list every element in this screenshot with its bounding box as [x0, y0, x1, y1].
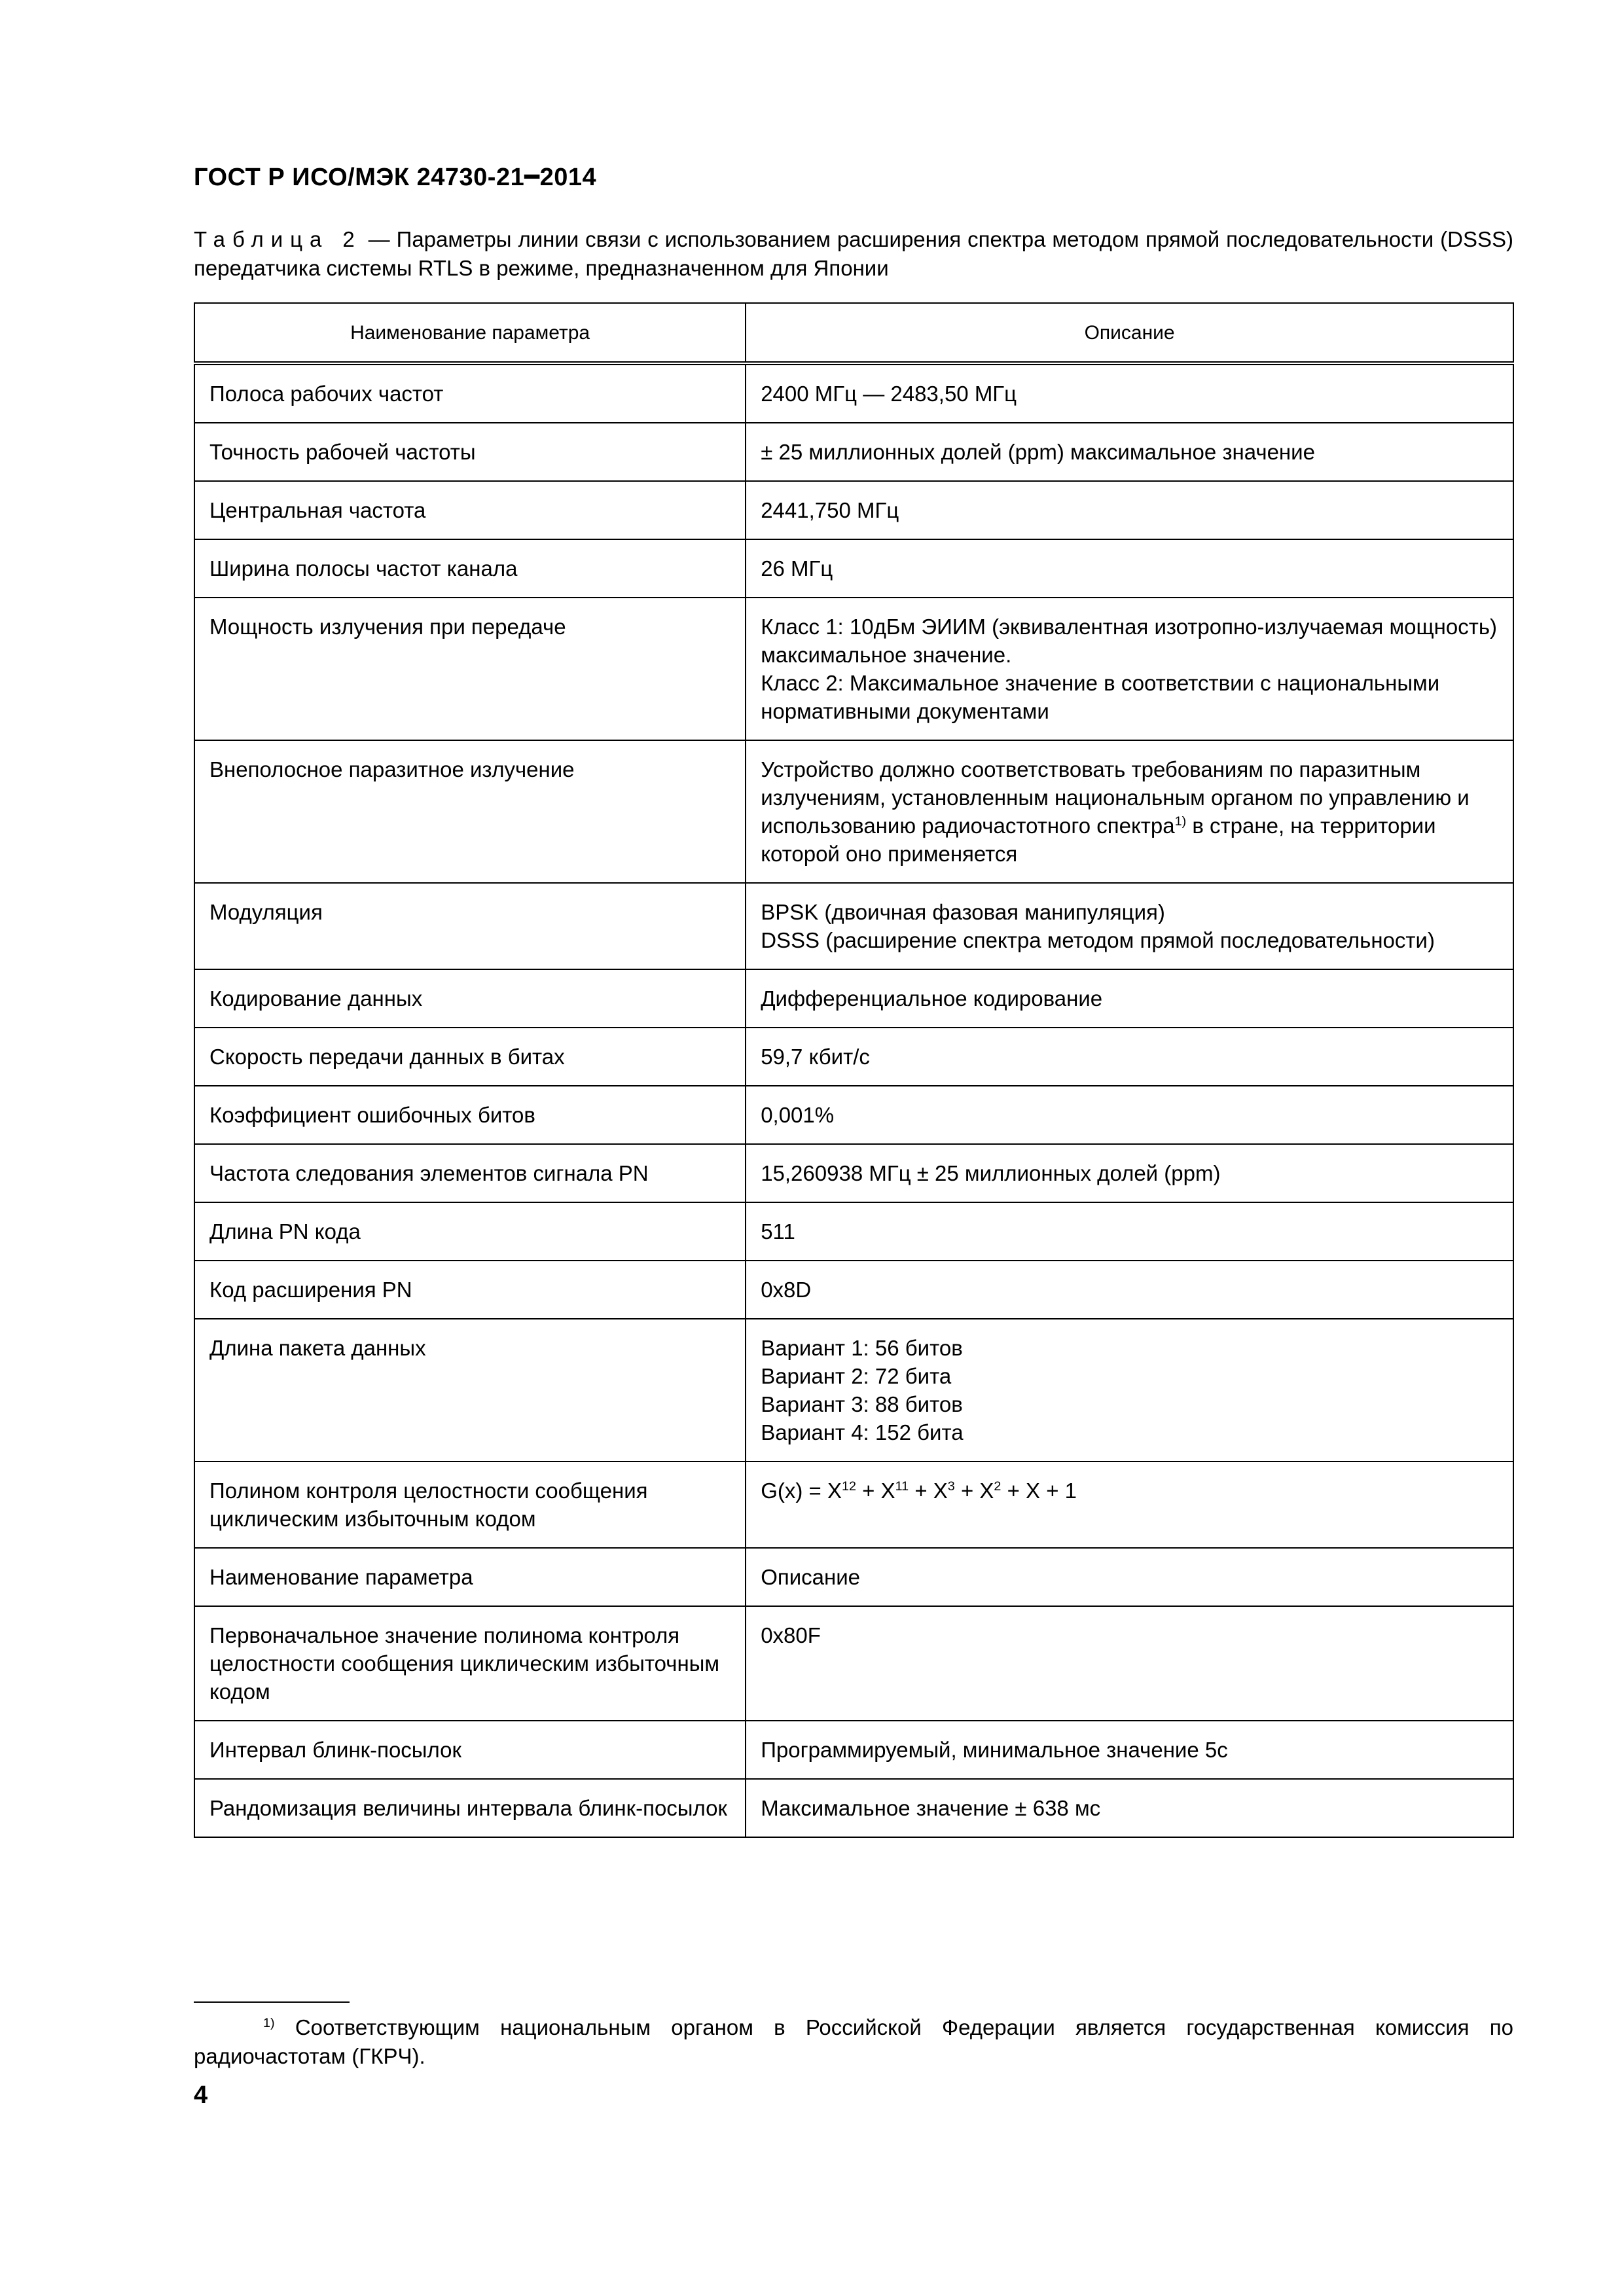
- table-header-row: [194, 303, 1513, 363]
- desc-cell: Программируемый, минимальное значение 5с: [746, 1721, 1513, 1779]
- param-cell: Первоначальное значение полинома контроля целостности сообщения циклическим избыточным кодом: [194, 1606, 746, 1721]
- table-row: [194, 423, 1513, 481]
- param-cell: Коэффициент ошибочных битов: [194, 1086, 746, 1144]
- footnote-text: Соответствующим национальным органом в Российской Федерации является государственная комиссия по радиочастотам (ГКРЧ).: [194, 2015, 1513, 2068]
- footnote-marker: 1): [263, 2016, 275, 2030]
- table-caption-prefix: Таблица 2: [194, 227, 362, 251]
- desc-cell: 15,260938 МГц ± 25 миллионных долей (ppm): [746, 1144, 1513, 1202]
- desc-cell: [746, 598, 1513, 740]
- param-cell: Ширина полосы частот канала: [194, 539, 746, 598]
- desc-cell: [746, 740, 1513, 883]
- table-row: [194, 883, 1513, 969]
- param-cell: Длина PN кода: [194, 1202, 746, 1261]
- exponent: 2: [994, 1479, 1001, 1494]
- table-row: [194, 1319, 1513, 1462]
- header-cell-parameter: Наименование параметра: [194, 303, 746, 363]
- variant-line: Вариант 1: 56 битов: [761, 1336, 963, 1360]
- table-row: [194, 363, 1513, 423]
- desc-cell: [746, 883, 1513, 969]
- desc-cell: 511: [746, 1202, 1513, 1261]
- variant-line: Вариант 4: 152 бита: [761, 1420, 964, 1444]
- variant-line: Вариант 3: 88 битов: [761, 1392, 963, 1416]
- desc-cell: ± 25 миллионных долей (ppm) максимальное значение: [746, 423, 1513, 481]
- table-row: [194, 1028, 1513, 1086]
- table-row: [194, 1721, 1513, 1779]
- header-cell-description: Описание: [746, 303, 1513, 363]
- param-cell: Внеполосное паразитное излучение: [194, 740, 746, 883]
- table-row: [194, 1548, 1513, 1606]
- param-cell: Наименование параметра: [194, 1548, 746, 1606]
- exponent: 11: [895, 1479, 909, 1494]
- document-header: ГОСТ Р ИСО/МЭК 24730-21━2014: [194, 164, 597, 191]
- table-row: [194, 969, 1513, 1028]
- param-cell: Модуляция: [194, 883, 746, 969]
- param-cell: Частота следования элементов сигнала PN: [194, 1144, 746, 1202]
- desc-line: DSSS (расширение спектра методом прямой последовательности): [761, 928, 1435, 952]
- desc-cell: 0x8D: [746, 1261, 1513, 1319]
- param-cell: Полином контроля целостности сообщения циклическим избыточным кодом: [194, 1462, 746, 1548]
- desc-line: Класс 1: 10дБм ЭИИМ (эквивалентная изотропно-излучаемая мощность) максимальное значение.: [761, 615, 1498, 667]
- table-row: [194, 539, 1513, 598]
- desc-cell: 26 МГц: [746, 539, 1513, 598]
- param-cell: Код расширения PN: [194, 1261, 746, 1319]
- desc-cell: Дифференциальное кодирование: [746, 969, 1513, 1028]
- desc-text: Устройство должно соответствовать требованиям по паразитным излучениям, установленным национальным органом по управлению и использованию радиочастотного спектра: [761, 757, 1470, 838]
- table-row: [194, 598, 1513, 740]
- table-row: [194, 1779, 1513, 1837]
- footnote-ref: 1): [1174, 814, 1187, 829]
- param-cell: Рандомизация величины интервала блинк-посылок: [194, 1779, 746, 1837]
- desc-cell: 2400 МГц — 2483,50 МГц: [746, 363, 1513, 423]
- table-row: [194, 1606, 1513, 1721]
- desc-cell: 0x80F: [746, 1606, 1513, 1721]
- table-row: [194, 1086, 1513, 1144]
- exponent: 3: [947, 1479, 955, 1494]
- footnote-divider: [194, 2001, 350, 2003]
- table-row: [194, 1202, 1513, 1261]
- table-row: [194, 1144, 1513, 1202]
- desc-cell: [746, 1319, 1513, 1462]
- desc-cell: Описание: [746, 1548, 1513, 1606]
- desc-cell: Максимальное значение ± 638 мс: [746, 1779, 1513, 1837]
- param-cell: Полоса рабочих частот: [194, 363, 746, 423]
- desc-line: Класс 2: Максимальное значение в соответствии с национальными нормативными документами: [761, 671, 1440, 723]
- exponent: 12: [841, 1479, 856, 1494]
- param-cell: Точность рабочей частоты: [194, 423, 746, 481]
- desc-cell: 59,7 кбит/с: [746, 1028, 1513, 1086]
- param-cell: Скорость передачи данных в битах: [194, 1028, 746, 1086]
- table-caption-text: — Параметры линии связи с использованием расширения спектра методом прямой последовательности (DSSS) передатчика системы RTLS в режиме, предназначенном для Японии: [194, 227, 1513, 280]
- param-cell: Интервал блинк-посылок: [194, 1721, 746, 1779]
- desc-cell-formula: $G(x) = X^{12} + X^{11} + X^3 + X^2 + X + 1$: [746, 1462, 1513, 1548]
- table-row: [194, 1462, 1513, 1548]
- desc-line: BPSK (двоичная фазовая манипуляция): [761, 900, 1165, 924]
- footnote: [194, 2013, 1513, 2071]
- param-cell: Центральная частота: [194, 481, 746, 539]
- param-cell: Кодирование данных: [194, 969, 746, 1028]
- table-caption: [194, 225, 1513, 283]
- parameters-table: [194, 302, 1514, 1838]
- table-row: [194, 481, 1513, 539]
- desc-text-tail: в стране, на территории которой оно применяется: [761, 814, 1436, 866]
- table-row: [194, 1261, 1513, 1319]
- param-cell: Длина пакета данных: [194, 1319, 746, 1462]
- desc-cell: 2441,750 МГц: [746, 481, 1513, 539]
- page-number: 4: [194, 2081, 208, 2109]
- desc-cell: 0,001%: [746, 1086, 1513, 1144]
- variant-line: Вариант 2: 72 бита: [761, 1364, 952, 1388]
- table-row: [194, 740, 1513, 883]
- param-cell: Мощность излучения при передаче: [194, 598, 746, 740]
